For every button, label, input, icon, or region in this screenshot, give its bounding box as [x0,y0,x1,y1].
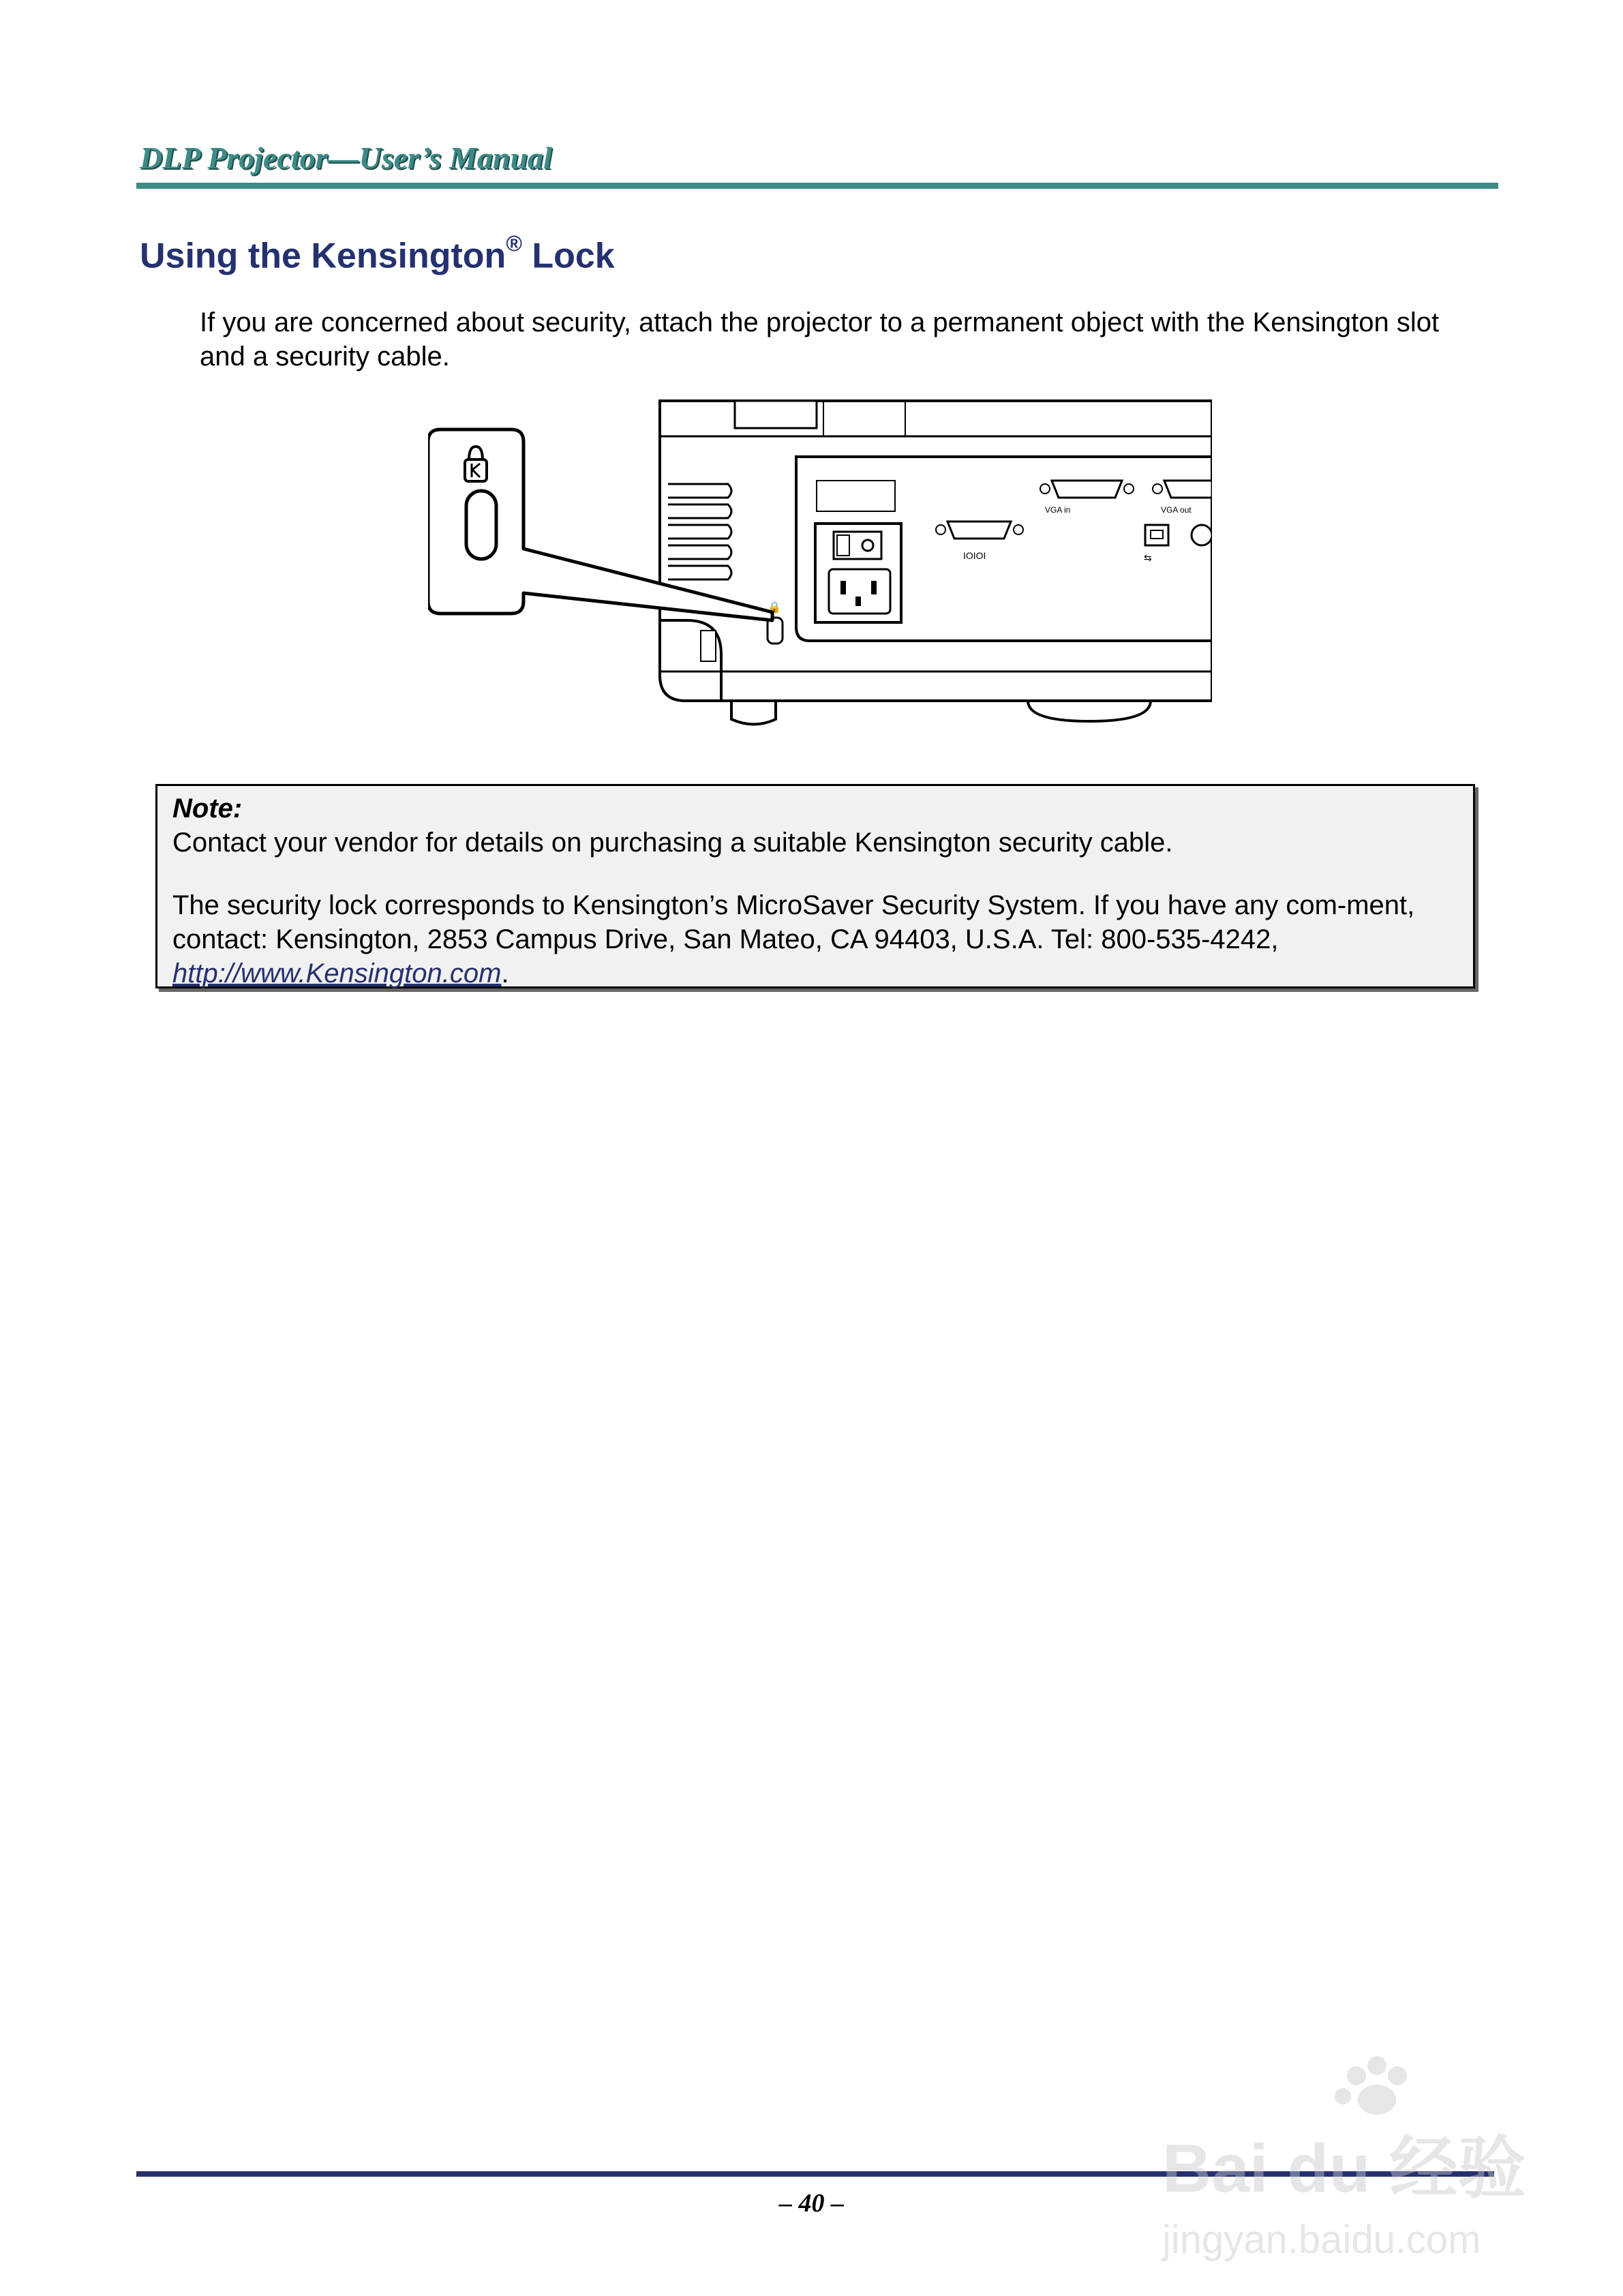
page-number: – 40 – [779,2189,844,2218]
note-box [155,784,1475,988]
kensington-link[interactable]: http://www.Kensington.com [172,958,502,988]
svg-text:🔒: 🔒 [768,601,781,614]
header-divider [136,183,1498,189]
section-title-suffix: Lock [521,236,615,276]
manual-header-title: DLP Projector—User’s Manual [140,140,552,175]
vga-in-label: VGA in [1045,505,1071,515]
note-line-1: Contact your vendor for details on purchasing a suitable Kensington security cable. [172,828,1173,858]
note-line-2 [172,888,1458,991]
svg-text:⇆: ⇆ [1144,553,1152,564]
note-label: Note: [172,794,243,824]
intro-paragraph: If you are concerned about security, attach the projector to a permanent object with the Kensington slot and a security cable. [200,307,1440,372]
note-line-2-end: . [501,958,509,988]
note-line-2-text: The security lock corresponds to Kensington’s MicroSaver Security System. If you have any com-ment, contact: Kensington, 2853 Campus Drive, San Mateo, CA 94403, U.S.A. Tel: 800-535-4242, [172,890,1415,954]
vga-out-label: VGA out [1161,505,1192,515]
kensington-slot-zoom [466,491,496,559]
registered-mark: ® [506,231,522,256]
baidu-watermark [1152,2045,1534,2270]
section-title-prefix: Using the Kensington [140,236,506,276]
projector-kensington-figure [428,395,1212,736]
section-title [140,231,615,276]
watermark-url: jingyan.baidu.com [1162,2218,1481,2262]
watermark-brand: Bai du 经验 [1162,2130,1526,2207]
svg-text:IOIOI: IOIOI [963,550,986,561]
